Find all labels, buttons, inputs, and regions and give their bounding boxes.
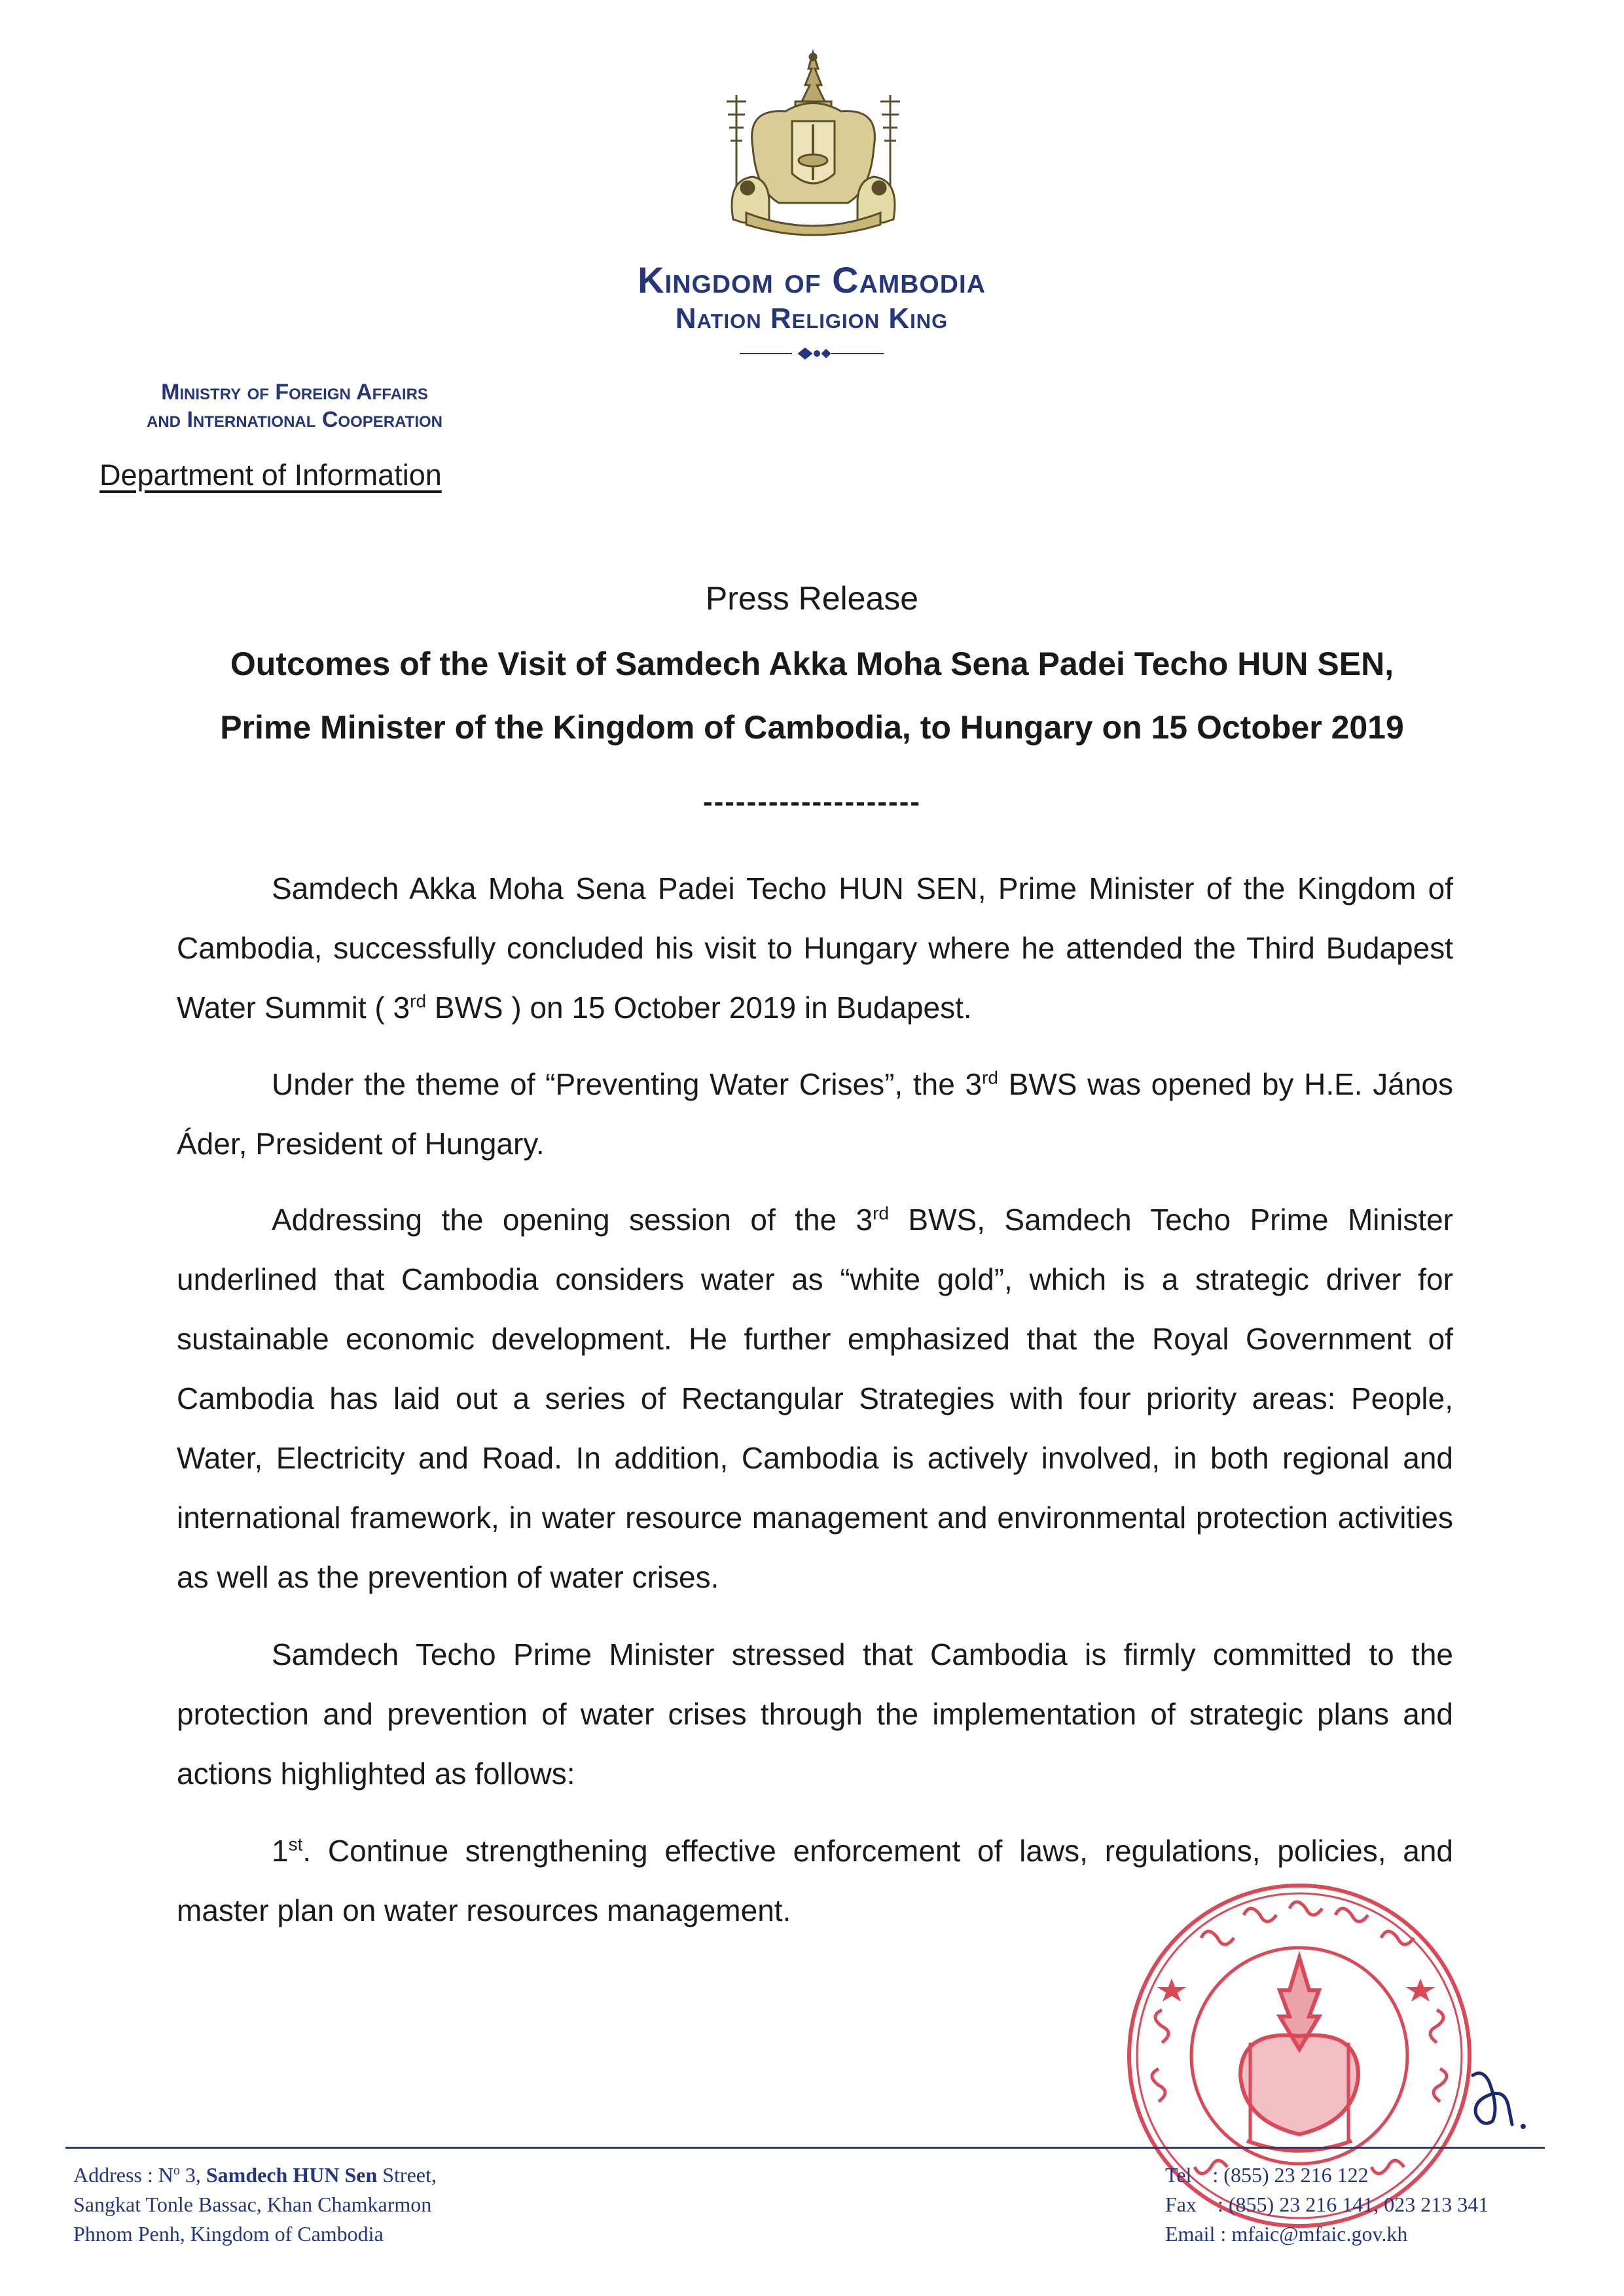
national-motto: Nation Religion King — [675, 302, 948, 335]
list-item: 1st. Continue strengthening effective enforcement of laws, regulations, policies, and master plan on water resources management. — [177, 1834, 1453, 1927]
email-address[interactable]: Email : mfaic@mfaic.gov.kh — [1165, 2222, 1408, 2246]
body-paragraph: Addressing the opening session of the 3rd BWS, Samdech Techo Prime Minister underlined that Cambodia considers water as “white gold”, which is a strategic driver for sustainable economic development. He further emphasized that the Royal Government of Cambodia has laid out a series of Rectangular Strategies with four priority areas: People, Water, Electricity and Road. In addition, Cambodia is actively involved, in both regional and international framework, in water resource management and environmental protection activities as well as the prevention of water crises. — [177, 1203, 1454, 1594]
royal-arms-icon — [707, 49, 920, 242]
decorative-divider-icon — [740, 346, 884, 361]
dashed-divider: -------------------- — [702, 786, 922, 818]
department-name: Department of Information — [99, 458, 442, 492]
body-paragraph: Samdech Akka Moha Sena Padei Techo HUN SEN, Prime Minister of the Kingdom of Cambodia, successfully concluded his visit to Hungary where he attended the Third Budapest Water Summit ( 3rd BWS ) on 15 October 2019 in Budapest. — [177, 871, 1453, 1025]
address-line-2: Sangkat Tonle Bassac, Khan Chamkarmon — [73, 2193, 432, 2216]
footer-divider — [65, 2147, 1545, 2149]
address-line-1: Address : $N^o$ 3, Samdech HUN Sen Street, — [73, 2163, 437, 2187]
body-paragraph: Under the theme of “Preventing Water Crises”, the 3rd BWS was opened by H.E. János Áder, President of Hungary. — [177, 1067, 1453, 1161]
headline-line-2: Prime Minister of the Kingdom of Cambodia, to Hungary on 15 October 2019 — [220, 709, 1404, 746]
footer-contact — [1165, 2160, 1571, 2249]
footer-address — [73, 2160, 662, 2249]
body-paragraph: Samdech Techo Prime Minister stressed that Cambodia is firmly committed to the protection and prevention of water crises through the implementation of strategic plans and actions highlighted as follows: — [177, 1637, 1453, 1791]
handwritten-initial-icon — [1463, 2062, 1535, 2134]
headline-line-1: Outcomes of the Visit of Samdech Akka Moha Sena Padei Techo HUN SEN, — [230, 646, 1394, 682]
fax-number: Fax : (855) 23 216 141, 023 213 341 — [1165, 2193, 1489, 2216]
ministry-name-continued: and International Cooperation — [147, 407, 442, 432]
address-line-3: Phnom Penh, Kingdom of Cambodia — [73, 2222, 384, 2246]
ministry-name: Ministry of Foreign Affairs — [161, 380, 428, 405]
kingdom-title: Kingdom of Cambodia — [638, 259, 986, 301]
telephone-number: Tel : (855) 23 216 122 — [1165, 2163, 1369, 2187]
document-type-label: Press Release — [705, 580, 919, 617]
